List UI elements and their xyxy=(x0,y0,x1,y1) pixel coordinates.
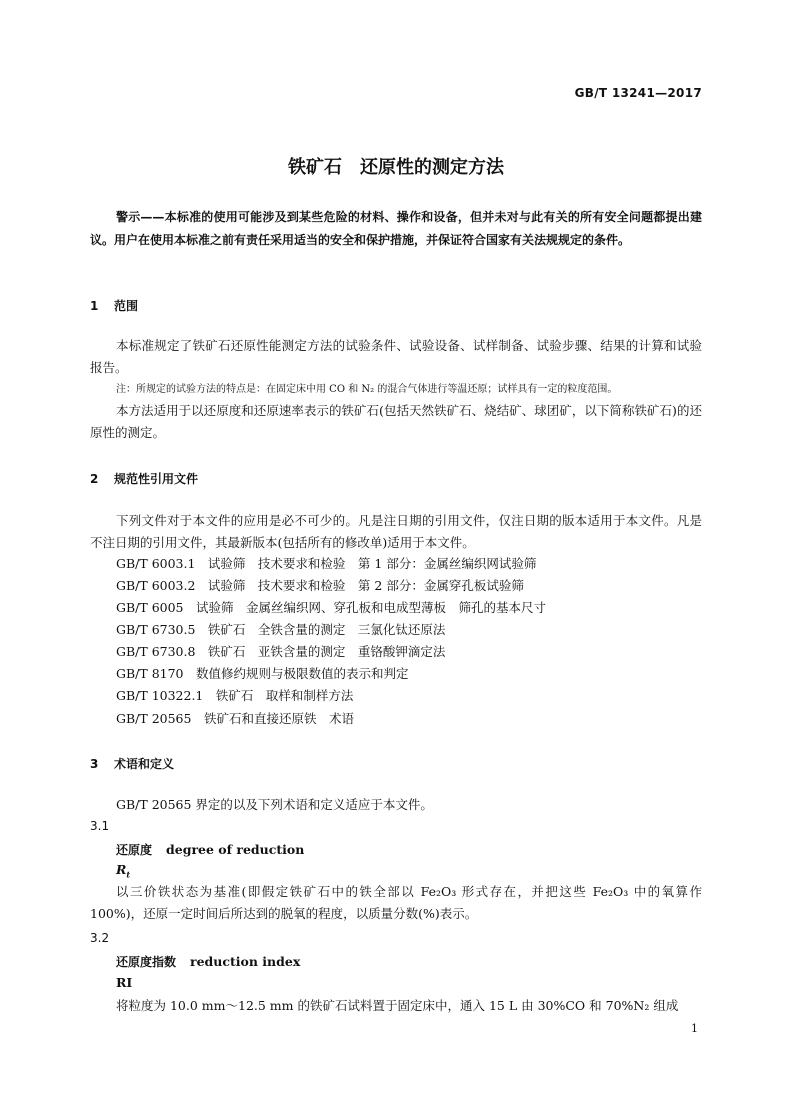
term-symbol: $R_t$ xyxy=(116,862,131,880)
term-number: 3.2 xyxy=(90,931,110,945)
document-title: 铁矿石 还原性的测定方法 xyxy=(288,157,504,178)
normative-references-intro: 下列文件对于本文件的应用是必不可少的。凡是注日期的引用文件，仅注日期的版本适用于本文件。凡是不注日期的引用文件，其最新版本(包括所有的修改单)适用于本文件。 xyxy=(90,513,702,550)
terms-intro: GB/T 20565 界定的以及下列术语和定义适应于本文件。 xyxy=(116,797,433,812)
scope-paragraph: 本标准规定了铁矿石还原性能测定方法的试验条件、试验设备、试样制备、试验步骤、结果的计算和试验报告。 xyxy=(90,338,702,375)
scope-applicability-paragraph: 本方法适用于以还原度和还原速率表示的铁矿石(包括天然铁矿石、烧结矿、球团矿，以下简称铁矿石)的还原性的测定。 xyxy=(90,403,702,440)
reference-item: GB/T 6730.5 铁矿石 全铁含量的测定 三氯化钛还原法 xyxy=(116,622,446,637)
section-title: 术语和定义 xyxy=(114,757,175,771)
term-heading xyxy=(116,841,304,858)
reference-item: GB/T 20565 铁矿石和直接还原铁 术语 xyxy=(116,711,354,726)
term-symbol: RI xyxy=(116,975,133,990)
section-2-heading xyxy=(90,470,198,487)
term-chinese: 还原度 xyxy=(116,843,153,857)
section-number: 3 xyxy=(90,757,99,771)
reference-item: GB/T 6003.2 试验筛 技术要求和检验 第 2 部分：金属穿孔板试验筛 xyxy=(116,578,524,593)
term-definition: 以三价铁状态为基准(即假定铁矿石中的铁全部以 Fe₂O₃ 形式存在，并把这些 Fe₂O₃ 中的氧算作 100%)，还原一定时间后所达到的脱氧的程度，以质量分数(%)表示。 xyxy=(90,884,702,921)
section-title: 规范性引用文件 xyxy=(114,472,199,486)
term-heading xyxy=(116,953,300,970)
reference-item: GB/T 10322.1 铁矿石 取样和制样方法 xyxy=(116,688,354,703)
reference-item: GB/T 6005 试验筛 金属丝编织网、穿孔板和电成型薄板 筛孔的基本尺寸 xyxy=(116,600,547,615)
page-number: 1 xyxy=(691,1022,698,1035)
section-number: 1 xyxy=(90,299,99,313)
term-number: 3.1 xyxy=(90,819,110,833)
scope-note: 注：所规定的试验方法的特点是：在固定床中用 CO 和 N₂ 的混合气体进行等温还原；试样具有一定的粒度范围。 xyxy=(116,384,618,395)
term-chinese: 还原度指数 xyxy=(116,955,177,969)
section-1-heading xyxy=(90,297,138,314)
reference-item: GB/T 6003.1 试验筛 技术要求和检验 第 1 部分：金属丝编织网试验筛 xyxy=(116,556,537,571)
safety-warning: 警示——本标准的使用可能涉及到某些危险的材料、操作和设备，但并未对与此有关的所有安全问题都提出建议。用户在使用本标准之前有责任采用适当的安全和保护措施，并保证符合国家有关法规规定的条件。 xyxy=(90,210,702,247)
section-3-heading xyxy=(90,755,174,772)
section-number: 2 xyxy=(90,472,99,486)
standard-code: GB/T 13241—2017 xyxy=(574,86,702,100)
term-english: degree of reduction xyxy=(166,842,305,857)
reference-item: GB/T 6730.8 铁矿石 亚铁含量的测定 重铬酸钾滴定法 xyxy=(116,644,446,659)
term-definition: 将粒度为 10.0 mm～12.5 mm 的铁矿石试料置于固定床中，通入 15 L 由 30%CO 和 70%N₂ 组成 xyxy=(116,998,679,1013)
section-title: 范围 xyxy=(114,299,139,313)
term-english: reduction index xyxy=(190,954,301,969)
reference-item: GB/T 8170 数值修约规则与极限数值的表示和判定 xyxy=(116,666,409,681)
